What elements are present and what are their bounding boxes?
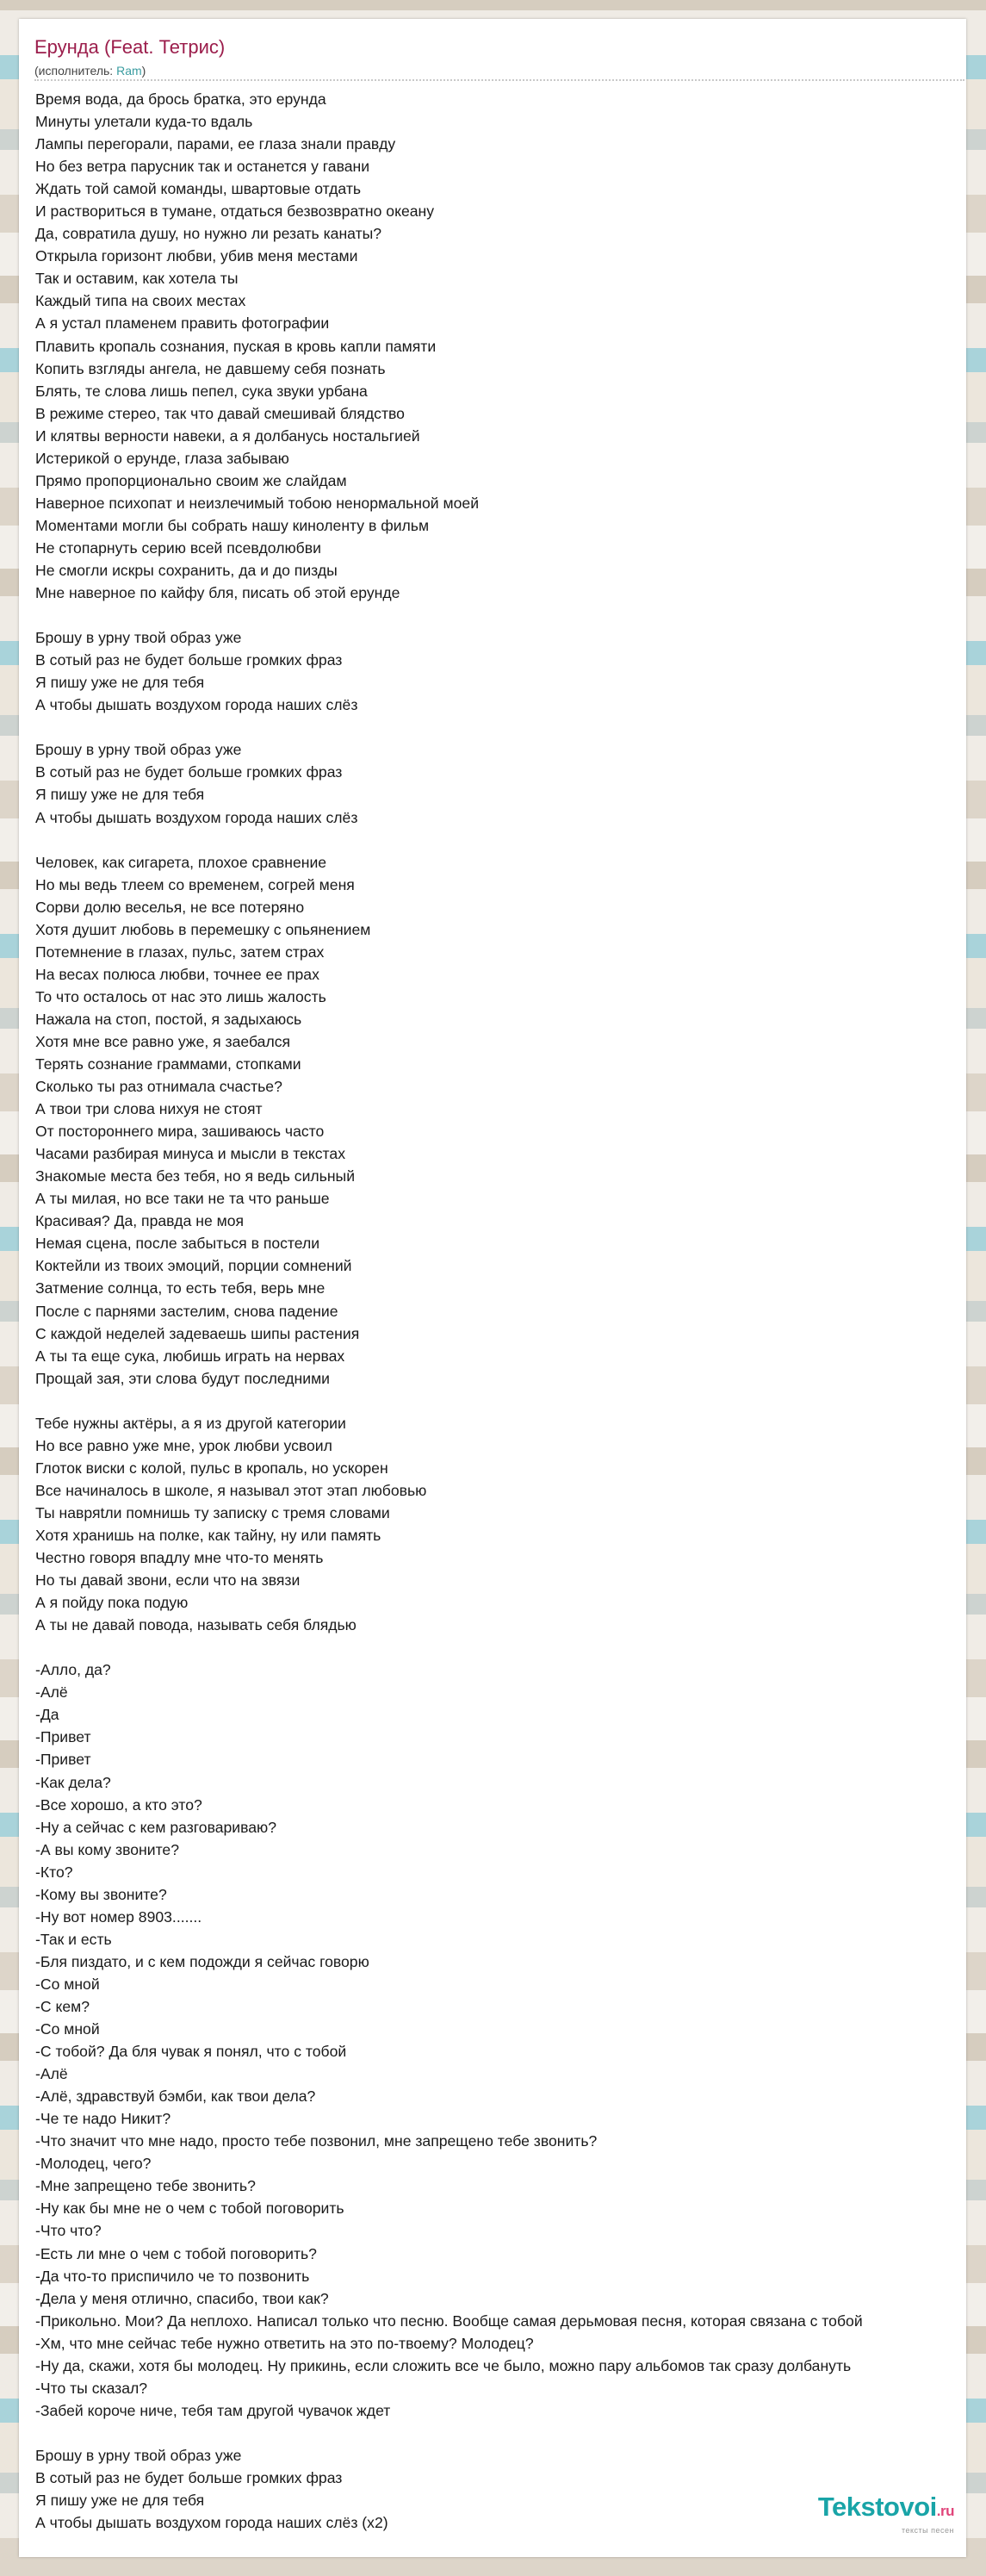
lyric-line: -Так и есть bbox=[35, 1930, 112, 1948]
lyric-line: -Че те надо Никит? bbox=[35, 2110, 171, 2128]
lyric-line: А чтобы дышать воздухом города наших слёз bbox=[35, 808, 358, 826]
lyric-line: Ждать той самой команды, швартовые отдать bbox=[35, 180, 362, 198]
lyric-line: Не смогли искры сохранить, да и до пизды bbox=[35, 561, 338, 579]
title-divider bbox=[34, 79, 964, 81]
lyric-line: Честно говоря впадлу мне что-то менять bbox=[35, 1549, 324, 1567]
lyric-line: На весах полюса любви, точнее ее прах bbox=[35, 965, 319, 983]
lyric-line: А твои три слова нихуя не стоят bbox=[35, 1100, 263, 1118]
lyric-line: Нажала на стоп, постой, я задыхаюсь bbox=[35, 1010, 302, 1028]
lyric-line: Я пишу уже не для тебя bbox=[35, 786, 205, 804]
site-logo[interactable] bbox=[818, 2493, 954, 2535]
lyric-line: -Что что? bbox=[35, 2222, 102, 2240]
lyric-line: Брошу в урну твой образ уже bbox=[35, 741, 242, 759]
lyric-line: А ты та еще сука, любишь играть на нервах bbox=[35, 1347, 345, 1365]
lyric-line: Наверное психопат и неизлечимый тобою ненормальной моей bbox=[35, 494, 480, 512]
lyric-line: Прощай зая, эти слова будут последними bbox=[35, 1369, 330, 1387]
lyric-line: Да, совратила душу, но нужно ли резать канаты? bbox=[35, 225, 382, 243]
lyric-line: Истерикой о ерунде, глаза забываю bbox=[35, 449, 289, 467]
lyric-line: Часами разбирая минуса и мысли в текстах bbox=[35, 1145, 345, 1163]
lyric-line: Моментами могли бы собрать нашу киноленту в фильм bbox=[35, 516, 430, 534]
lyric-line: Лампы перегорали, парами, ее глаза знали правду bbox=[35, 135, 396, 153]
lyrics-stanza bbox=[35, 851, 966, 1390]
lyric-line: Глоток виски с колой, пульс в кропаль, но ускорен bbox=[35, 1459, 388, 1477]
lyric-line: Брошу в урну твой образ уже bbox=[35, 629, 242, 647]
logo-wordmark bbox=[818, 2493, 954, 2525]
lyrics-text bbox=[35, 88, 966, 2534]
song-title: Ерунда (Feat. Тетрис) bbox=[34, 36, 226, 58]
lyrics-stanza bbox=[35, 88, 966, 604]
lyric-line: -Кому вы звоните? bbox=[35, 1885, 167, 1903]
lyric-line: Но мы ведь тлеем со временем, согрей меня bbox=[35, 875, 355, 893]
lyric-line: В сотый раз не будет больше громких фраз bbox=[35, 2468, 343, 2486]
lyric-line: -Со мной bbox=[35, 2020, 100, 2038]
lyric-line: -Ну как бы мне не о чем с тобой поговорить bbox=[35, 2200, 344, 2218]
lyric-line: После с парнями застелим, снова падение bbox=[35, 1302, 338, 1320]
lyric-line: Потемнение в глазах, пульс, затем страх bbox=[35, 943, 325, 961]
lyric-line: А я устал пламенем править фотографии bbox=[35, 314, 330, 333]
logo-name: Tekstovoi bbox=[817, 2492, 937, 2522]
lyric-line: Коктейли из твоих эмоций, порции сомнений bbox=[35, 1257, 352, 1275]
artist-line bbox=[34, 64, 146, 78]
lyric-line: -Да bbox=[35, 1706, 59, 1724]
lyric-line: -Кто? bbox=[35, 1863, 73, 1881]
lyric-line: Немая сцена, после забыться в постели bbox=[35, 1235, 320, 1253]
lyric-line: -Ну да, скажи, хотя бы молодец. Ну прикинь, если сложить все че было, можно пару альбомов так сразу долбануть bbox=[35, 2356, 852, 2374]
lyrics-stanza bbox=[35, 738, 966, 828]
lyric-line: Так и оставим, как хотела ты bbox=[35, 270, 239, 288]
logo-tld: .ru bbox=[936, 2503, 954, 2519]
lyric-line: В сотый раз не будет больше громких фраз bbox=[35, 763, 343, 781]
lyric-line: А чтобы дышать воздухом города наших слёз (x2) bbox=[35, 2514, 388, 2532]
lyrics-page bbox=[19, 19, 966, 2557]
lyric-line: Но ты давай звони, если что на звязи bbox=[35, 1571, 301, 1590]
lyric-line: -Алё bbox=[35, 2065, 68, 2083]
lyrics-stanza bbox=[35, 1658, 966, 2422]
lyric-line: Терять сознание граммами, стопками bbox=[35, 1055, 301, 1073]
lyric-line: Блять, те слова лишь пепел, сука звуки урбана bbox=[35, 382, 368, 400]
lyric-line: Красивая? Да, правда не моя bbox=[35, 1212, 245, 1230]
lyric-line: -Алё bbox=[35, 1683, 68, 1702]
lyric-line: Каждый типа на своих местах bbox=[35, 292, 246, 310]
lyric-line: С каждой неделей задеваешь шипы растения bbox=[35, 1324, 360, 1342]
lyric-line: Копить взгляды ангела, не давшему себя познать bbox=[35, 359, 386, 377]
lyrics-stanza bbox=[35, 626, 966, 716]
lyric-line: -Со мной bbox=[35, 1975, 100, 1993]
lyric-line: Брошу в урну твой образ уже bbox=[35, 2446, 242, 2464]
lyric-line: -С тобой? Да бля чувак я понял, что с тобой bbox=[35, 2043, 347, 2061]
lyric-line: -Хм, что мне сейчас тебе нужно ответить на это по-твоему? Молодец? bbox=[35, 2334, 534, 2352]
lyric-line: Хотя хранишь на полке, как тайну, ну или память bbox=[35, 1527, 381, 1544]
lyric-line: Прямо пропорционально своим же слайдам bbox=[35, 471, 347, 489]
lyric-line: Сорви долю веселья, не все потеряно bbox=[35, 898, 305, 916]
lyric-line: Но без ветра парусник так и останется у гавани bbox=[35, 158, 370, 176]
lyric-line: А ты милая, но все таки не та что раньше bbox=[35, 1190, 330, 1208]
lyric-line: -Алё, здравствуй бэмби, как твои дела? bbox=[35, 2088, 316, 2106]
lyric-line: -Мне запрещено тебе звонить? bbox=[35, 2177, 256, 2195]
lyric-line: Открыла горизонт любви, убив меня местами bbox=[35, 247, 358, 265]
lyric-line: Но все равно уже мне, урок любви усвоил bbox=[35, 1436, 332, 1454]
lyric-line: То что осталось от нас это лишь жалость bbox=[35, 987, 326, 1005]
artist-prefix: (исполнитель: bbox=[34, 64, 117, 78]
lyric-line: Ты навряtли помнишь ту записку с тремя словами bbox=[35, 1503, 390, 1521]
lyric-line: От постороннего мира, зашиваюсь часто bbox=[35, 1123, 325, 1141]
lyric-line: -Все хорошо, а кто это? bbox=[35, 1795, 202, 1814]
artist-suffix: ) bbox=[141, 64, 146, 78]
lyric-line: -Да что-то приспичило че то позвонить bbox=[35, 2267, 310, 2285]
lyric-line: -Забей короче ниче, тебя там другой чувачок ждет bbox=[35, 2401, 391, 2419]
lyric-line: Плавить кропаль сознания, пуская в кровь капли памяти bbox=[35, 337, 437, 355]
lyric-line: -Бля пиздато, и с кем подожди я сейчас говорю bbox=[35, 1952, 369, 1970]
lyric-line: -Как дела? bbox=[35, 1773, 111, 1791]
lyric-line: -Прикольно. Мои? Да неплохо. Написал только что песню. Вообще самая дерьмовая песня, которая связана с тобой bbox=[35, 2312, 863, 2330]
artist-link[interactable]: Ram bbox=[116, 64, 142, 78]
lyric-line: Знакомые места без тебя, но я ведь сильный bbox=[35, 1167, 356, 1185]
lyric-line: И клятвы верности навеки, а я долбанусь ностальгией bbox=[35, 426, 420, 445]
lyric-line: -Что значит что мне надо, просто тебе позвонил, мне запрещено тебе звонить? bbox=[35, 2132, 598, 2150]
lyric-line: А я пойду пока подую bbox=[35, 1594, 189, 1612]
lyric-line: Сколько ты раз отнимала счастье? bbox=[35, 1078, 282, 1096]
lyric-line: -Дела у меня отлично, спасибо, твои как? bbox=[35, 2289, 329, 2307]
lyric-line: -Привет bbox=[35, 1751, 91, 1769]
lyric-line: -Алло, да? bbox=[35, 1661, 111, 1679]
lyric-line: А ты не давай повода, называть себя блядью bbox=[35, 1616, 357, 1634]
lyric-line: И раствориться в тумане, отдаться безвозвратно океану bbox=[35, 202, 435, 221]
lyric-line: А чтобы дышать воздухом города наших слёз bbox=[35, 696, 358, 714]
lyrics-stanza bbox=[35, 1412, 966, 1636]
lyric-line: -Ну а сейчас с кем разговариваю? bbox=[35, 1818, 277, 1836]
lyric-line: -С кем? bbox=[35, 1997, 90, 2015]
lyric-line: -Что ты сказал? bbox=[35, 2379, 148, 2397]
lyric-line: Мне наверное по кайфу бля, писать об этой ерунде bbox=[35, 584, 400, 602]
lyric-line: Не стопарнуть серию всей псевдолюбви bbox=[35, 538, 321, 557]
lyric-line: Я пишу уже не для тебя bbox=[35, 674, 205, 692]
lyric-line: Хотя мне все равно уже, я заебался bbox=[35, 1032, 291, 1050]
lyric-line: -Привет bbox=[35, 1728, 91, 1746]
lyric-line: Хотя душит любовь в перемешку с опьянением bbox=[35, 920, 371, 938]
lyric-line: -Ну вот номер 8903....... bbox=[35, 1907, 202, 1926]
lyric-line: Затмение солнца, то есть тебя, верь мне bbox=[35, 1279, 326, 1297]
logo-tagline: тексты песен bbox=[901, 2526, 954, 2535]
lyric-line: Время вода, да брось братка, это ерунда bbox=[35, 90, 326, 108]
lyric-line: В режиме стерео, так что давай смешивай блядство bbox=[35, 404, 405, 422]
lyric-line: -Молодец, чего? bbox=[35, 2155, 152, 2173]
lyric-line: Все начиналось в школе, я называл этот этап любовью bbox=[35, 1481, 427, 1499]
lyric-line: -Есть ли мне о чем с тобой поговорить? bbox=[35, 2244, 317, 2262]
lyric-line: -А вы кому звоните? bbox=[35, 1840, 179, 1858]
lyric-line: Я пишу уже не для тебя bbox=[35, 2492, 205, 2510]
lyric-line: Человек, как сигарета, плохое сравнение bbox=[35, 853, 327, 871]
lyric-line: В сотый раз не будет больше громких фраз bbox=[35, 651, 343, 669]
lyric-line: Минуты улетали куда-то вдаль bbox=[35, 113, 253, 131]
lyric-line: Тебе нужны актёры, а я из другой категории bbox=[35, 1414, 346, 1432]
